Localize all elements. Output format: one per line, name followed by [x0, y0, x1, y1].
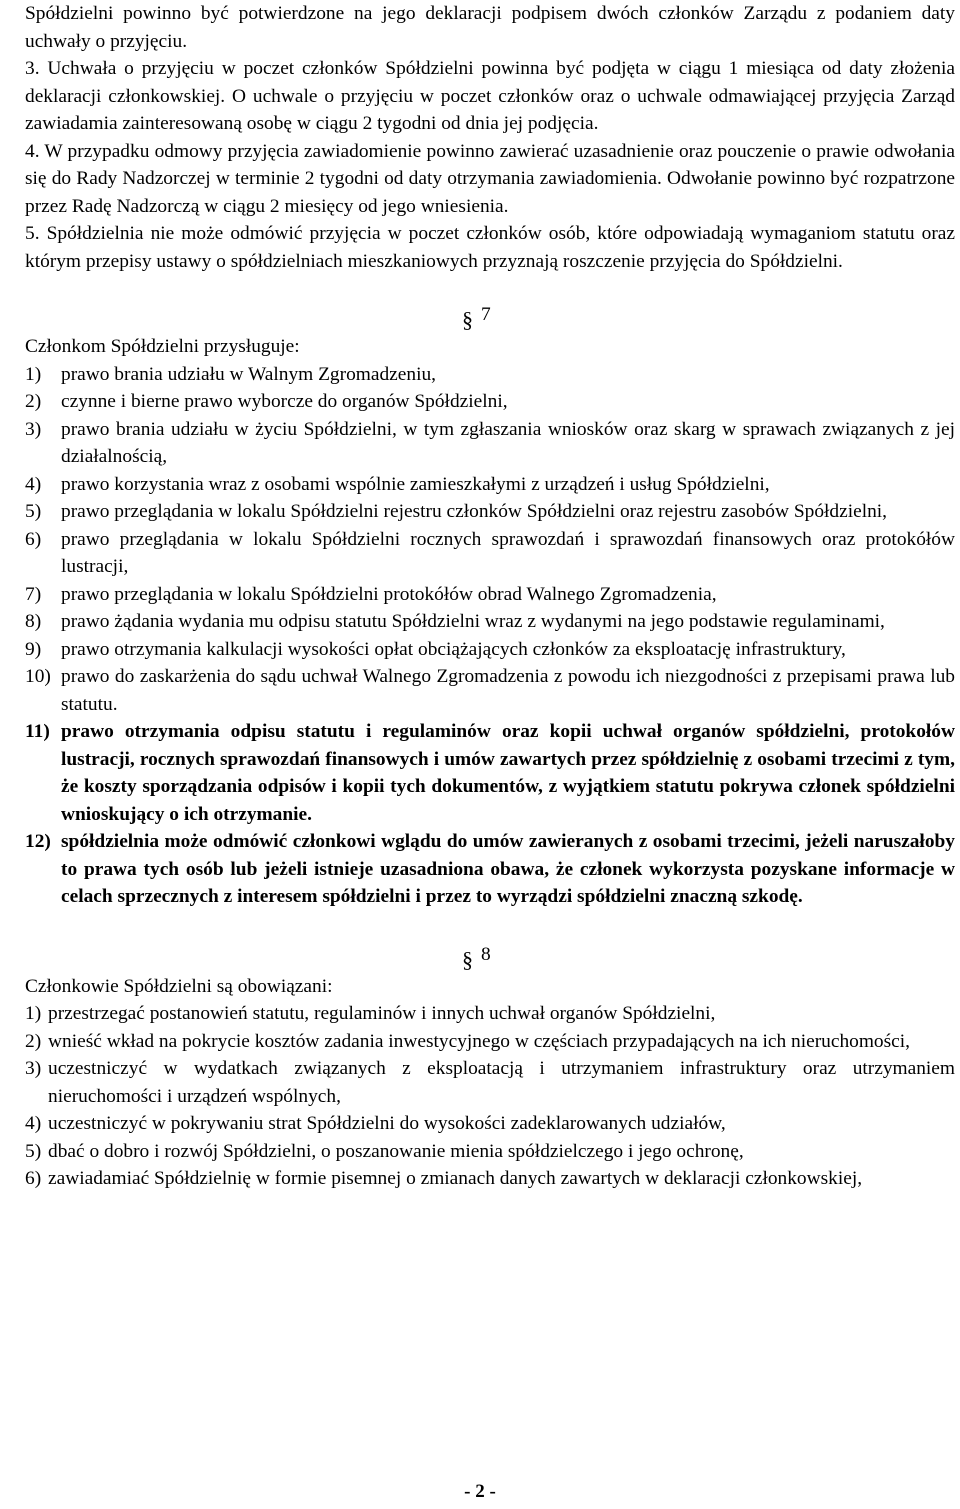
list-item [25, 828, 955, 911]
list-item-number: 6) [25, 1168, 42, 1189]
list-item-number: 7) [25, 583, 42, 605]
section-7-list [25, 361, 955, 911]
list-item-number: 5) [25, 1140, 42, 1162]
list-item-number: 9) [25, 638, 42, 660]
section-8-list [25, 1000, 955, 1193]
list-item-number: 5) [25, 501, 42, 522]
list-item-text: prawo otrzymania kalkulacji wysokości opłat obciążających członków za eksploatację infrastruktury, [61, 638, 846, 660]
list-item [25, 1055, 955, 1110]
list-item [25, 581, 955, 609]
list-item [25, 526, 955, 581]
list-item-number: 12) [25, 831, 51, 852]
list-item [25, 1165, 955, 1193]
list-item-number: 4) [25, 1113, 42, 1134]
list-item-text: uczestniczyć w pokrywaniu strat Spółdzielni do wysokości zadeklarowanych udziałów, [48, 1113, 726, 1134]
list-item [25, 718, 955, 828]
list-item-text: uczestniczyć w wydatkach związanych z eksploatacją i utrzymaniem infrastruktury oraz utrzymaniem nieruchomości i urządzeń wspólnych, [48, 1058, 955, 1107]
list-item-text: prawo przeglądania w lokalu Spółdzielni rocznych sprawozdań i sprawozdań finansowych oraz protokółów lustracji, [61, 528, 955, 577]
list-item-text: dbać o dobro i rozwój Spółdzielni, o poszanowanie mienia spółdzielczego i jego ochronę, [48, 1140, 744, 1162]
list-item-text: zawiadamiać Spółdzielnię w formie pisemnej o zmianach danych zawartych w deklaracji członkowskiej, [48, 1168, 863, 1189]
list-item [25, 388, 955, 416]
list-item-number: 1) [25, 1003, 42, 1024]
section-8-intro: Członkowie Spółdzielni są obowiązani: [25, 975, 333, 997]
list-item-text: prawo otrzymania odpisu statutu i regulaminów oraz kopii uchwał organów spółdzielni, protokołów lustracji, rocznych sprawozdań finansowych i umów zawartych przez spółdzielnię z osobami trzecimi z tym, że koszty sporządzania odpisów i kopii tych dokumentów, z wyjątkiem statutu pokrywa członek spółdzielni wnioskujący o ich otrzymanie. [61, 721, 955, 825]
list-item-number: 11) [25, 721, 50, 742]
section-8-heading [25, 941, 955, 973]
list-item-text: prawo przeglądania w lokalu Spółdzielni protokółów obrad Walnego Zgromadzenia, [61, 583, 717, 605]
document-page [25, 0, 955, 1193]
list-item-number: 4) [25, 473, 42, 495]
list-item-number: 1) [25, 363, 42, 385]
list-item-number: 2) [25, 391, 42, 412]
section-number: 7 [481, 304, 491, 325]
list-item-text: prawo do zaskarżenia do sądu uchwał Walnego Zgromadzenia z powodu ich niezgodności z przepisami prawa lub statutu. [61, 666, 955, 715]
list-item-text: prawo brania udziału w Walnym Zgromadzeniu, [61, 363, 437, 385]
list-item-number: 10) [25, 666, 51, 687]
list-item-text: wnieść wkład na pokrycie kosztów zadania inwestycyjnego w częściach przypadających na ich nieruchomości, [48, 1030, 911, 1052]
paragraph-3: 3. Uchwała o przyjęciu w poczet członków Spółdzielni powinna być podjęta w ciągu 1 miesiąca od daty złożenia deklaracji członkowskiej. O uchwale o przyjęciu w poczet członków oraz o uchwale odmawiającej przyjęcia Zarząd zawiadamia zainteresowaną osobę w ciągu 2 tygodni od dnia jej podjęcia. [25, 58, 955, 134]
list-item [25, 1028, 955, 1056]
list-item [25, 608, 955, 636]
list-item-number: 6) [25, 528, 42, 550]
list-item [25, 636, 955, 664]
list-item-text: prawo przeglądania w lokalu Spółdzielni rejestru członków Spółdzielni oraz rejestru zasobów Spółdzielni, [61, 501, 888, 522]
list-item-text: spółdzielnia może odmówić członkowi wglądu do umów zawieranych z osobami trzecimi, jeżeli naruszałoby to prawa tych osób lub jeżeli istnieje uzasadniona obawa, że członek wykorzysta pozyskane informacje w celach sprzecznych z interesem spółdzielni i przez to wyrządzi spółdzielni znaczną szkodę. [61, 831, 955, 907]
list-item [25, 471, 955, 499]
list-item-number: 2) [25, 1030, 42, 1052]
list-item-number: 3) [25, 418, 42, 440]
list-item-text: prawo żądania wydania mu odpisu statutu Spółdzielni wraz z wydanymi na jego podstawie regulaminami, [61, 611, 885, 632]
list-item [25, 1110, 955, 1138]
list-item [25, 498, 955, 526]
list-item [25, 1138, 955, 1166]
list-item-number: 8) [25, 611, 42, 632]
section-7-intro: Członkom Spółdzielni przysługuje: [25, 336, 300, 357]
list-item [25, 663, 955, 718]
list-item-number: 3) [25, 1058, 42, 1079]
list-item-text: przestrzegać postanowień statutu, regulaminów i innych uchwał organów Spółdzielni, [48, 1003, 716, 1024]
list-item [25, 361, 955, 389]
list-item-text: prawo korzystania wraz z osobami wspólnie zamieszkałymi z urządzeń i usług Spółdzielni, [61, 473, 770, 495]
paragraph-5: 5. Spółdzielnia nie może odmówić przyjęcia w poczet członków osób, które odpowiadają wymaganiom statutu oraz którym przepisy ustawy o spółdzielniach mieszkaniowych przyznają roszczenie przyjęcia do Spółdzielni. [25, 223, 955, 272]
list-item [25, 1000, 955, 1028]
section-number: 8 [481, 943, 491, 965]
list-item [25, 416, 955, 471]
paragraph-2-tail: Spółdzielni powinno być potwierdzone na jego deklaracji podpisem dwóch członków Zarządu z podaniem daty uchwały o przyjęciu. [25, 3, 955, 52]
section-symbol: § [462, 946, 473, 972]
section-7-heading [25, 301, 955, 333]
page-number: - 2 - [464, 1481, 496, 1502]
paragraph-4: 4. W przypadku odmowy przyjęcia zawiadomienie powinno zawierać uzasadnienie oraz pouczenie o prawie odwołania się do Rady Nadzorczej w terminie 2 tygodni od daty otrzymania zawiadomienia. Odwołanie powinno być rozpatrzone przez Radę Nadzorczą w ciągu 2 miesięcy od jego wniesienia. [25, 140, 955, 217]
list-item-text: czynne i bierne prawo wyborcze do organów Spółdzielni, [61, 391, 508, 412]
section-symbol: § [462, 307, 473, 332]
list-item-text: prawo brania udziału w życiu Spółdzielni, w tym zgłaszania wniosków oraz skarg w sprawach związanych z jej działalnością, [61, 418, 955, 467]
